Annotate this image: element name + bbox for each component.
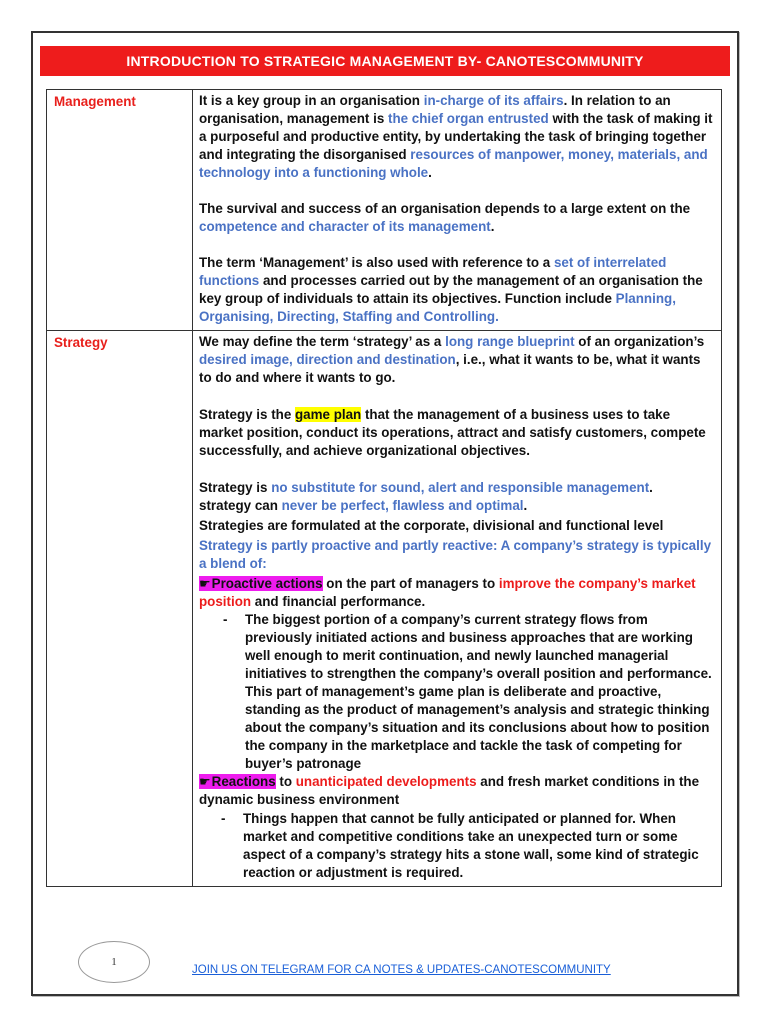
pointing-hand-icon: ☛: [199, 774, 211, 789]
paragraph: strategy can never be perfect, flawless and optimal.: [199, 498, 528, 513]
page-title-text: INTRODUCTION TO STRATEGIC MANAGEMENT BY- CANOTESCOMMUNITY: [126, 53, 644, 69]
page-number: 1: [78, 941, 150, 983]
game-plan-highlight: game plan: [295, 407, 362, 422]
paragraph: Strategy is the game plan that the management of a business uses to take market position, conduct its operations, attract and satisfy customers, compete successfully, and achieve organizational objectives.: [199, 407, 706, 458]
table-row: [47, 331, 722, 887]
table-row: [47, 90, 722, 331]
list-item: - Things happen that cannot be fully anticipated or planned for. When market and competitive conditions take an unexpected turn or some aspect of a company’s strategy hits a stone wall, some kind of strategic reaction or adjustment is required.: [221, 811, 699, 880]
term-management: Management: [47, 90, 193, 331]
content-table: [46, 89, 722, 887]
desc-strategy: [193, 331, 722, 887]
term-strategy: Strategy: [47, 331, 193, 887]
paragraph: Strategies are formulated at the corporate, divisional and functional level: [199, 518, 664, 533]
paragraph: Strategy is partly proactive and partly reactive: A company’s strategy is typically a blend of:: [199, 538, 712, 571]
page-title: [40, 46, 730, 76]
paragraph: It is a key group in an organisation in-charge of its affairs. In relation to an organisation, management is the chief organ entrusted with the task of making it a purposeful and productive entity, by undertaking the task of bringing together and integrating the disorganised resources of manpower, money, materials, and technology into a functioning whole.: [199, 93, 713, 180]
pointing-hand-icon: ☛: [199, 576, 211, 591]
telegram-link[interactable]: JOIN US ON TELEGRAM FOR CA NOTES & UPDATES-CANOTESCOMMUNITY: [192, 964, 611, 976]
paragraph: The term ‘Management’ is also used with reference to a set of interrelated functions and processes carried out by the management of an organisation the key group of individuals to attain its objectives. Function include Planning, Organising, Directing, Staffing and Controlling.: [199, 255, 703, 324]
desc-management: [193, 90, 722, 331]
paragraph: Strategy is no substitute for sound, alert and responsible management.: [199, 480, 653, 495]
paragraph: The survival and success of an organisation depends to a large extent on the competence and character of its management.: [199, 201, 691, 234]
list-item: - The biggest portion of a company’s current strategy flows from previously initiated actions and business approaches that are working well enough to merit continuation, and newly launched managerial initiatives to strengthen the company’s overall position and performance. This part of management’s game plan is deliberate and proactive, standing as the product of management’s analysis and strategic thinking about the company’s situation and its conclusions about how to position the company in the marketplace and tackle the task of competing for buyer’s patronage: [223, 612, 712, 771]
paragraph: ☛Proactive actions on the part of managers to improve the company’s market position and financial performance.: [199, 576, 696, 609]
paragraph: ☛Reactions to unanticipated developments and fresh market conditions in the dynamic business environment: [199, 774, 700, 807]
paragraph: We may define the term ‘strategy’ as a long range blueprint of an organization’s desired image, direction and destination, i.e., what it wants to be, what it wants to do and where it wants to go.: [199, 334, 705, 385]
